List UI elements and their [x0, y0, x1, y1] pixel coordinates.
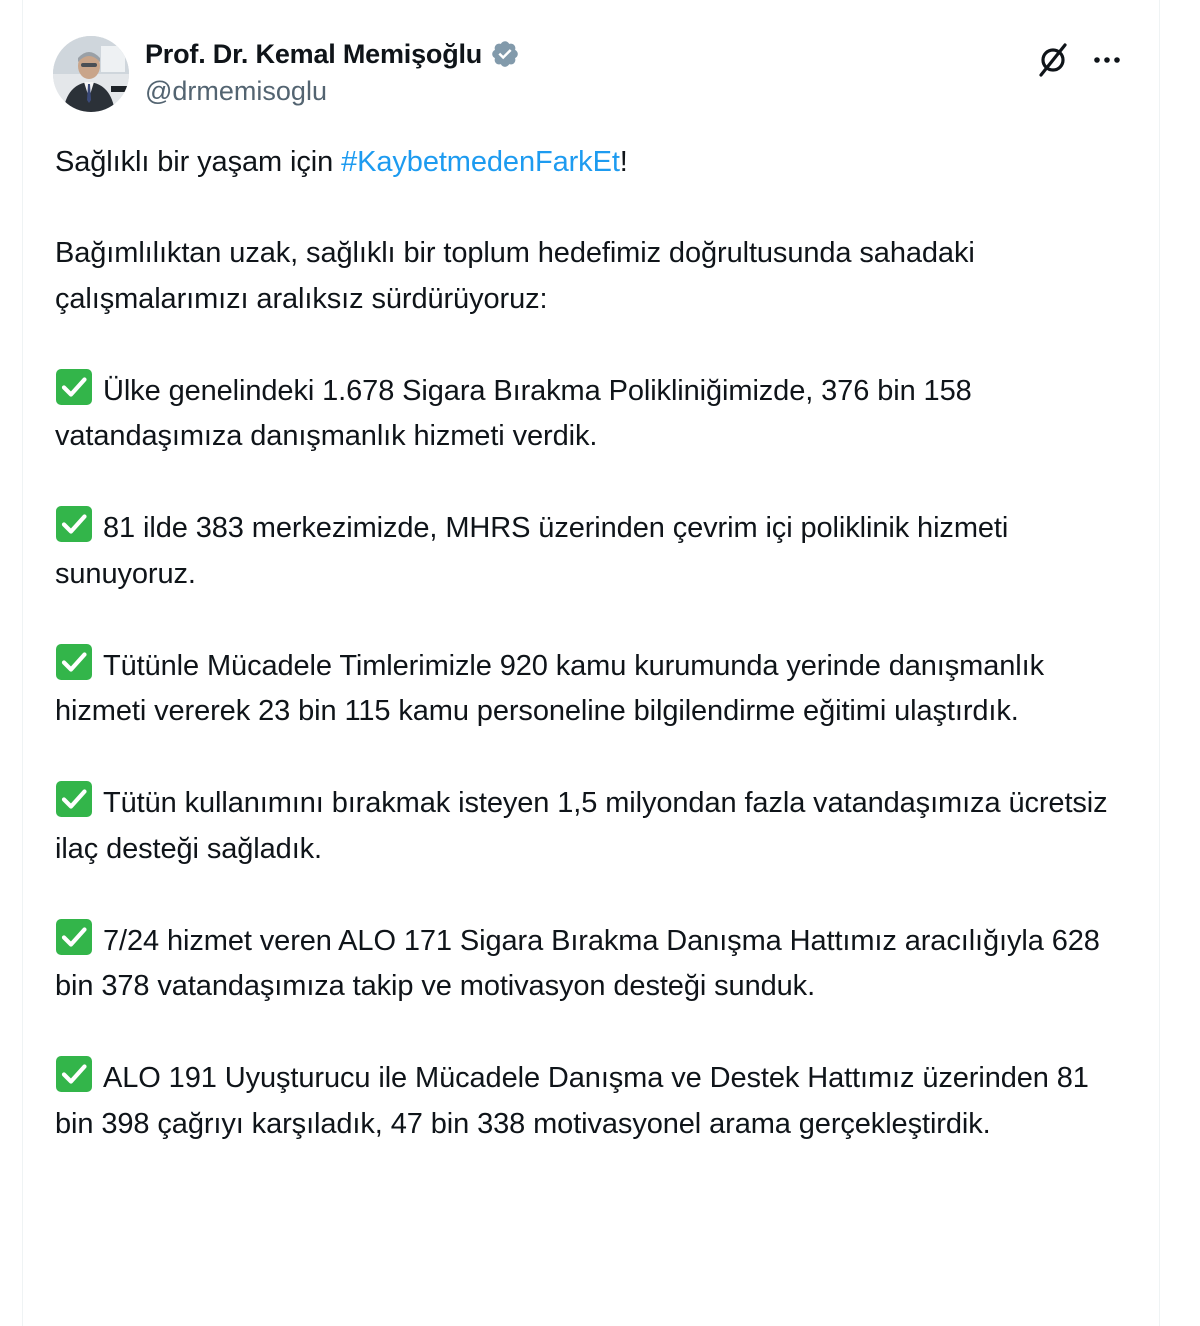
lead-paragraph: Bağımlılıktan uzak, sağlıklı bir toplum hedefimiz doğrultusunda sahadaki çalışmalarımızı aralıksız sürdürüyoruz:: [55, 237, 975, 315]
list-item-text: Tütün kullanımını bırakmak isteyen 1,5 milyondan fazla vatandaşımıza ücretsiz ilaç desteği sağladık.: [55, 787, 1108, 865]
display-name-row: [145, 36, 520, 72]
check-mark-icon: [55, 643, 93, 681]
list-item-text: 81 ilde 383 merkezimizde, MHRS üzerinden çevrim içi poliklinik hizmeti sunuyoruz.: [55, 512, 1009, 590]
tweet-card: [22, 0, 1160, 1326]
grok-icon[interactable]: [1035, 42, 1071, 78]
list-item-text: Ülke genelindeki 1.678 Sigara Bırakma Polikliniğimizde, 376 bin 158 vatandaşımıza danışmanlık hizmeti verdik.: [55, 374, 972, 452]
list-item-text: ALO 191 Uyuşturucu ile Mücadele Danışma ve Destek Hattımız üzerinden 81 bin 398 çağrıyı karşıladık, 47 bin 338 motivasyonel arama gerçekleştirdik.: [55, 1062, 1089, 1140]
intro-prefix: Sağlıklı bir yaşam için: [55, 146, 342, 178]
list-item: [55, 643, 1135, 735]
list-item-text: Tütünle Mücadele Timlerimizle 920 kamu kurumunda yerinde danışmanlık hizmeti vererek 23 bin 115 kamu personeline bilgilendirme eğitimi ulaştırdık.: [55, 649, 1044, 727]
list-item-text: 7/24 hizmet veren ALO 171 Sigara Bırakma Danışma Hattımız aracılığıyla 628 bin 378 vatandaşımıza takip ve motivasyon desteği sunduk.: [55, 924, 1100, 1002]
list-item: [55, 918, 1135, 1010]
hashtag-link[interactable]: #KaybetmedenFarkEt: [341, 146, 620, 178]
tweet-header: [53, 36, 1129, 116]
list-item: [55, 780, 1135, 872]
list-item: [55, 368, 1135, 460]
check-mark-icon: [55, 918, 93, 956]
author-display-name[interactable]: Prof. Dr. Kemal Memişoğlu: [145, 38, 483, 69]
list-item: [55, 505, 1135, 597]
author-handle[interactable]: @drmemisoglu: [145, 76, 327, 106]
more-options-icon[interactable]: [1089, 44, 1125, 76]
author-info: [145, 36, 520, 107]
check-mark-icon: [55, 1055, 93, 1093]
check-mark-icon: [55, 368, 93, 406]
intro-suffix: !: [619, 146, 628, 178]
check-mark-icon: [55, 780, 93, 818]
intro-paragraph: [55, 140, 1135, 186]
list-item: [55, 1055, 1135, 1147]
check-mark-icon: [55, 505, 93, 543]
tweet-text: [55, 140, 1135, 1147]
verified-badge-icon[interactable]: [490, 39, 520, 69]
avatar-photo-icon: [53, 36, 129, 112]
author-avatar[interactable]: [53, 36, 129, 112]
